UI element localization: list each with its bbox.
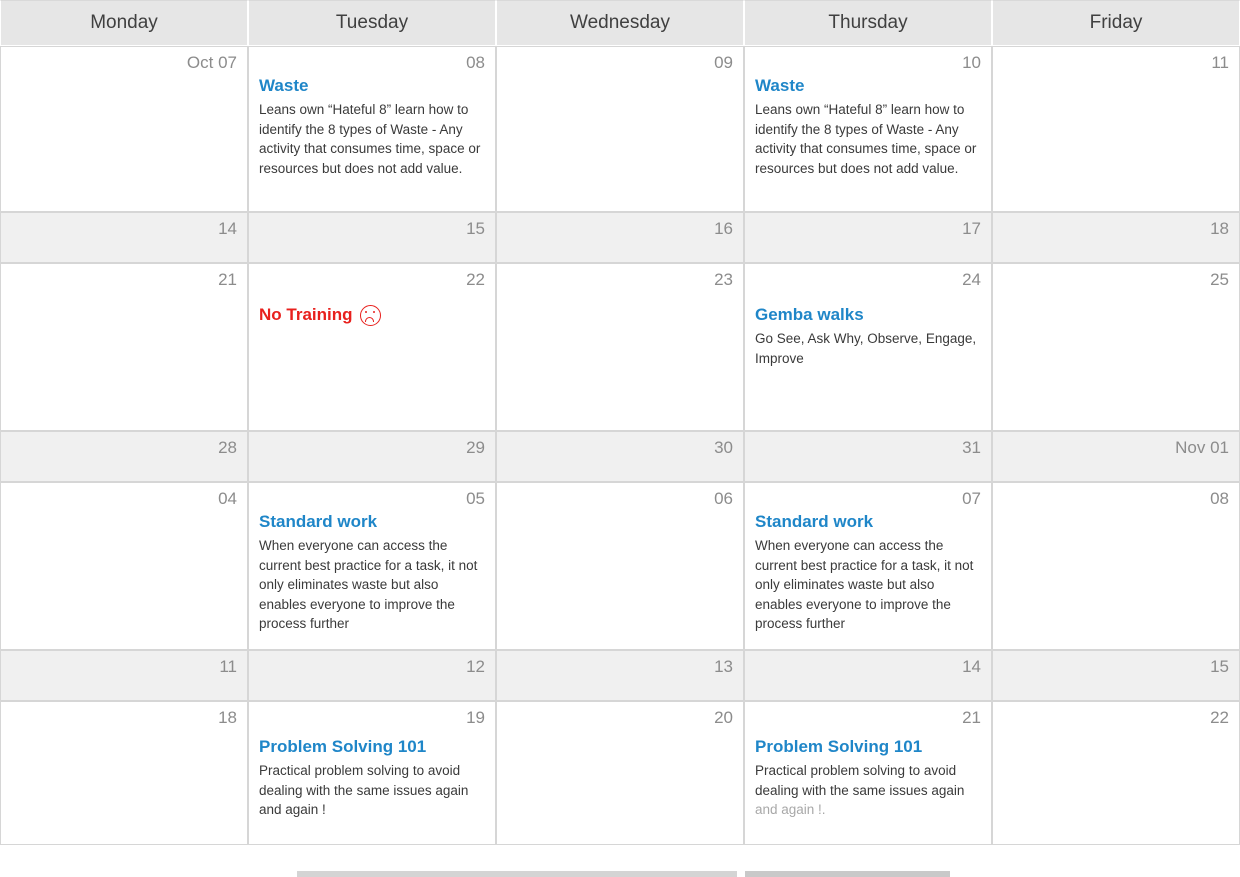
weekday-header-friday	[992, 0, 1240, 46]
event-title[interactable]: Waste	[755, 76, 805, 95]
day-number: 22	[1210, 708, 1229, 727]
event-description: Leans own “Hateful 8” learn how to identify the 8 types of Waste - Any activity that consumes time, space or resources but does not add value.	[259, 102, 481, 176]
day-number: 17	[962, 219, 981, 238]
day-cell[interactable]	[992, 212, 1240, 263]
event-description: When everyone can access the current best practice for a task, it not only eliminates waste but also enables everyone to improve the process further	[259, 538, 478, 631]
day-cell[interactable]	[496, 482, 744, 650]
day-number: 05	[466, 489, 485, 508]
day-cell[interactable]	[496, 701, 744, 845]
event-title[interactable]: Standard work	[755, 512, 874, 531]
weekday-label: Friday	[1089, 12, 1143, 33]
week-row	[0, 650, 1240, 701]
event-description-faded: and again !.	[755, 802, 826, 817]
day-number: 29	[466, 438, 485, 457]
day-number: 15	[1210, 657, 1229, 676]
day-number: 14	[962, 657, 981, 676]
day-number: Nov 01	[1175, 438, 1229, 457]
weekday-header-row	[0, 0, 1240, 46]
day-number: 19	[466, 708, 485, 727]
day-cell[interactable]	[992, 431, 1240, 482]
day-cell[interactable]	[992, 46, 1240, 212]
day-cell[interactable]	[0, 212, 248, 263]
day-number: 07	[962, 489, 981, 508]
day-number: 10	[962, 53, 981, 72]
sad-face-icon	[360, 305, 381, 326]
day-cell[interactable]	[744, 46, 992, 212]
day-number: 22	[466, 270, 485, 289]
day-cell[interactable]	[0, 650, 248, 701]
day-number: 09	[714, 53, 733, 72]
event-description: Practical problem solving to avoid dealing with the same issues again and again !	[259, 763, 469, 817]
day-cell[interactable]	[992, 650, 1240, 701]
day-number: 13	[714, 657, 733, 676]
week-row	[0, 431, 1240, 482]
weekday-header-thursday	[744, 0, 992, 46]
day-cell[interactable]	[248, 46, 496, 212]
day-cell[interactable]	[744, 701, 992, 845]
event-description: Leans own “Hateful 8” learn how to identify the 8 types of Waste - Any activity that consumes time, space or resources but does not add value.	[755, 102, 977, 176]
event-title[interactable]: Standard work	[259, 512, 378, 531]
day-cell[interactable]	[248, 482, 496, 650]
day-number: 08	[1210, 489, 1229, 508]
day-cell[interactable]	[744, 482, 992, 650]
weekday-header-tuesday	[248, 0, 496, 46]
day-number: 23	[714, 270, 733, 289]
day-number: 16	[714, 219, 733, 238]
event-description	[755, 761, 981, 820]
event-title-text: No Training	[259, 305, 353, 324]
day-cell[interactable]	[496, 46, 744, 212]
day-number: 18	[218, 708, 237, 727]
day-number: 25	[1210, 270, 1229, 289]
event-title[interactable]: Problem Solving 101	[259, 737, 427, 756]
event-description: Go See, Ask Why, Observe, Engage, Improve	[755, 331, 977, 366]
day-cell[interactable]	[248, 263, 496, 431]
week-row	[0, 482, 1240, 650]
day-cell[interactable]	[0, 46, 248, 212]
day-cell[interactable]	[248, 701, 496, 845]
footer-scroll-segment-left[interactable]	[297, 871, 737, 877]
day-number: 18	[1210, 219, 1229, 238]
week-row	[0, 212, 1240, 263]
day-number: 24	[962, 270, 981, 289]
week-row	[0, 701, 1240, 845]
day-cell[interactable]	[744, 650, 992, 701]
day-number: 04	[218, 489, 237, 508]
day-cell[interactable]	[496, 263, 744, 431]
day-cell[interactable]	[496, 650, 744, 701]
day-cell[interactable]	[0, 482, 248, 650]
week-row	[0, 46, 1240, 212]
event-description: When everyone can access the current best practice for a task, it not only eliminates waste but also enables everyone to improve the process further	[755, 538, 974, 631]
day-number: 15	[466, 219, 485, 238]
weekday-label: Wednesday	[570, 12, 670, 33]
day-number: 20	[714, 708, 733, 727]
day-cell[interactable]	[496, 431, 744, 482]
day-cell[interactable]	[744, 212, 992, 263]
day-number: 11	[219, 657, 237, 676]
event-description-main: Practical problem solving to avoid dealing with the same issues again	[755, 763, 965, 798]
day-number: Oct 07	[186, 53, 237, 72]
day-number: 08	[466, 53, 485, 72]
day-cell[interactable]	[248, 431, 496, 482]
day-cell[interactable]	[248, 650, 496, 701]
event-title-no-training[interactable]	[259, 304, 485, 326]
day-number: 28	[218, 438, 237, 457]
day-number: 06	[714, 489, 733, 508]
day-cell[interactable]	[0, 431, 248, 482]
weekday-label: Thursday	[828, 12, 908, 33]
event-title[interactable]: Waste	[259, 76, 309, 95]
day-cell[interactable]	[992, 701, 1240, 845]
day-number: 31	[962, 438, 981, 457]
footer-scroll-segment-right[interactable]	[745, 871, 950, 877]
day-number: 30	[714, 438, 733, 457]
weekday-header-monday	[0, 0, 248, 46]
day-cell[interactable]	[992, 482, 1240, 650]
day-number: 12	[466, 657, 485, 676]
day-cell[interactable]	[744, 263, 992, 431]
weekday-label: Tuesday	[335, 12, 409, 33]
day-cell[interactable]	[992, 263, 1240, 431]
week-row	[0, 263, 1240, 431]
event-title[interactable]: Problem Solving 101	[755, 737, 923, 756]
day-cell[interactable]	[0, 701, 248, 845]
day-cell[interactable]	[496, 212, 744, 263]
day-number: 11	[1211, 53, 1229, 72]
event-title[interactable]: Gemba walks	[755, 305, 864, 324]
day-cell[interactable]	[248, 212, 496, 263]
weekday-label: Monday	[90, 12, 158, 33]
day-cell[interactable]	[0, 263, 248, 431]
day-cell[interactable]	[744, 431, 992, 482]
day-number: 21	[218, 270, 237, 289]
day-number: 21	[962, 708, 981, 727]
weekday-header-wednesday	[496, 0, 744, 46]
day-number: 14	[218, 219, 237, 238]
